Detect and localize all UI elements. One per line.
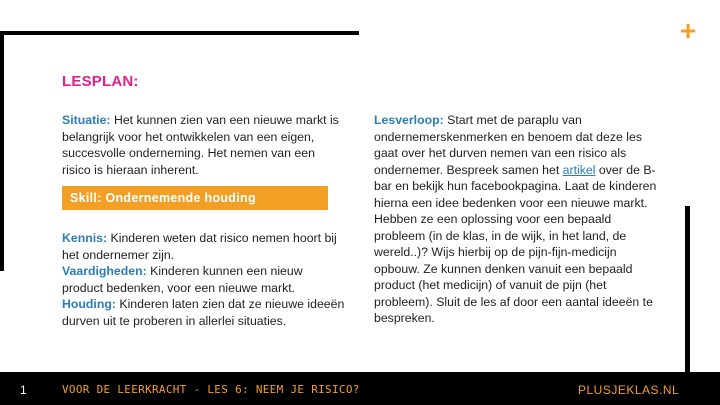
situatie-text: Het kunnen zien van een nieuwe markt is belangrijk voor het ontwikkelen van een eigen, succesvolle onderneming. Het nemen van een risico is hieraan inherent.: [62, 113, 339, 177]
situatie-paragraph: [62, 112, 347, 178]
lesverloop-label: Lesverloop:: [374, 113, 444, 127]
footer-lesson-title: VOOR DE LEERKRACHT - LES 6: NEEM JE RISICO?: [62, 383, 360, 396]
plus-icon: +: [679, 15, 697, 46]
houding-paragraph: [62, 296, 347, 329]
page-title: LESPLAN:: [62, 73, 139, 90]
goals-block: [62, 230, 347, 329]
situatie-label: Situatie:: [62, 113, 111, 127]
lesverloop-text-before: Start met de paraplu van ondernemerskenmerken en benoem dat deze les gaat over het durven nemen van een risico als ondernemer. Bespreek samen het: [374, 113, 642, 177]
vaardigheden-text: Kinderen kunnen een nieuw product bedenken, voor een nieuwe markt.: [62, 264, 303, 295]
kennis-paragraph: [62, 230, 347, 263]
frame-left-bar: [0, 31, 4, 271]
kennis-label: Kennis:: [62, 231, 108, 245]
houding-text: Kinderen laten zien dat ze nieuwe ideeën durven uit te proberen in allerlei situaties.: [62, 297, 345, 328]
kennis-text: Kinderen weten dat risico nemen hoort bij het ondernemer zijn.: [62, 231, 337, 262]
vaardigheden-label: Vaardigheden:: [62, 264, 147, 278]
lesverloop-paragraph: [374, 112, 662, 327]
frame-top-bar: [0, 31, 359, 35]
footer-website: PLUSJEKLAS.NL: [578, 383, 680, 397]
footer-bar: [0, 372, 720, 405]
vaardigheden-paragraph: [62, 263, 347, 296]
skill-banner: [62, 186, 328, 210]
lesverloop-text-after: over de B-bar en bekijk hun facebookpagina. Laat de kinderen hierna een idee bedenken voor een nieuwe markt. Hebben ze een oplossing voor een bepaald probleem (in de klas, in de wijk, in het land, de wereld..)? Wijs hierbij op de pijn-fijn-medicijn opbouw. Ze kunnen denken vanuit een bepaald product (het medicijn) of vanuit de pijn (het probleem). Sluit de les af door een aantal ideeën te bespreken.: [374, 162, 657, 325]
page-number: 1: [20, 383, 27, 397]
artikel-link[interactable]: artikel: [562, 162, 596, 177]
frame-right-bar: [685, 206, 690, 372]
skill-label: Skill: Ondernemende houding: [70, 191, 256, 205]
houding-label: Houding:: [62, 297, 116, 311]
